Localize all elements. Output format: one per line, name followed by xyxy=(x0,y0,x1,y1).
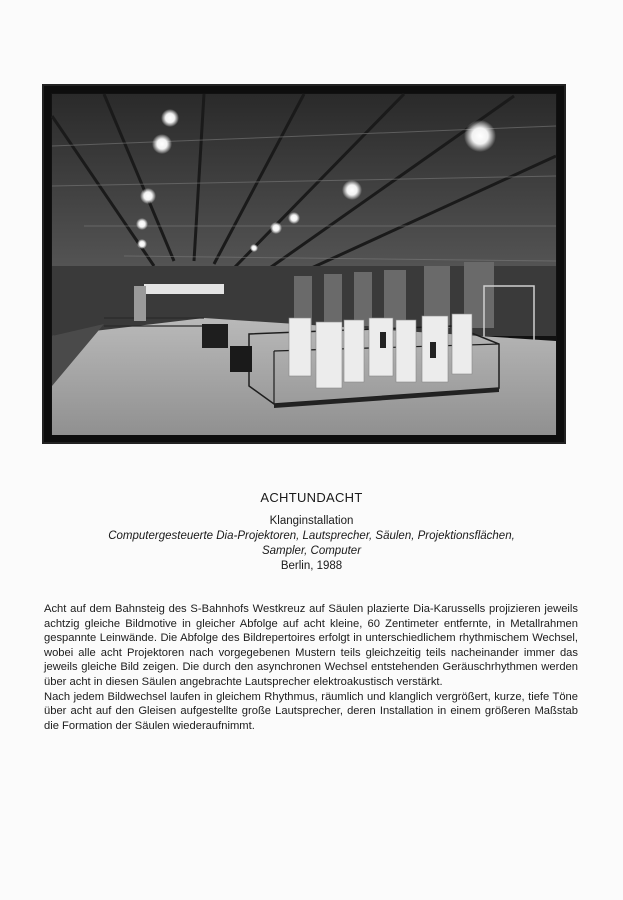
work-title: ACHTUNDACHT xyxy=(260,490,363,505)
description-paragraph-2: Nach jedem Bildwechsel laufen in gleichem Rhythmus, räumlich und klanglich vergrößert, kurze, tiefe Töne über acht auf den Gleisen aufgestellte große Lautsprecher, deren Installation in einem größeren Maßstab die Formation der Säulen wiederaufnimmt. xyxy=(44,690,578,732)
description-text xyxy=(44,602,578,733)
work-materials-line1: Computergesteuerte Dia-Projektoren, Lautsprecher, Säulen, Projektionsflächen, xyxy=(108,530,515,542)
exhibition-hall-photo xyxy=(44,86,564,442)
caption xyxy=(0,490,623,574)
work-materials-line2: Sampler, Computer xyxy=(261,545,362,557)
description-paragraph-1: Acht auf dem Bahnsteig des S-Bahnhofs Westkreuz auf Säulen plazierte Dia-Karussells projizieren jeweils achtzig gleiche Bildmotive in gleicher Abfolge auf acht kleine, 60 Zentimeter entfernte, in Metallrahmen gespannte Leinwände. Die Abfolge des Bildrepertoires erfolgt in unterschiedlichem rhythmischem Wechsel, wobei alle acht Projektoren nach vorgegebenen Mustern teils gleichzeitig teils nacheinander immer das jeweils gleiche Bild zeigen. Die durch den asynchronen Wechsel entstehenden Geräuschrhythmen werden über acht in diesen Säulen angebrachte Lautsprecher elektroakustisch verstärkt. xyxy=(44,603,578,688)
work-place-year: Berlin, 1988 xyxy=(280,560,343,572)
work-subtitle: Klanginstallation xyxy=(269,515,354,527)
